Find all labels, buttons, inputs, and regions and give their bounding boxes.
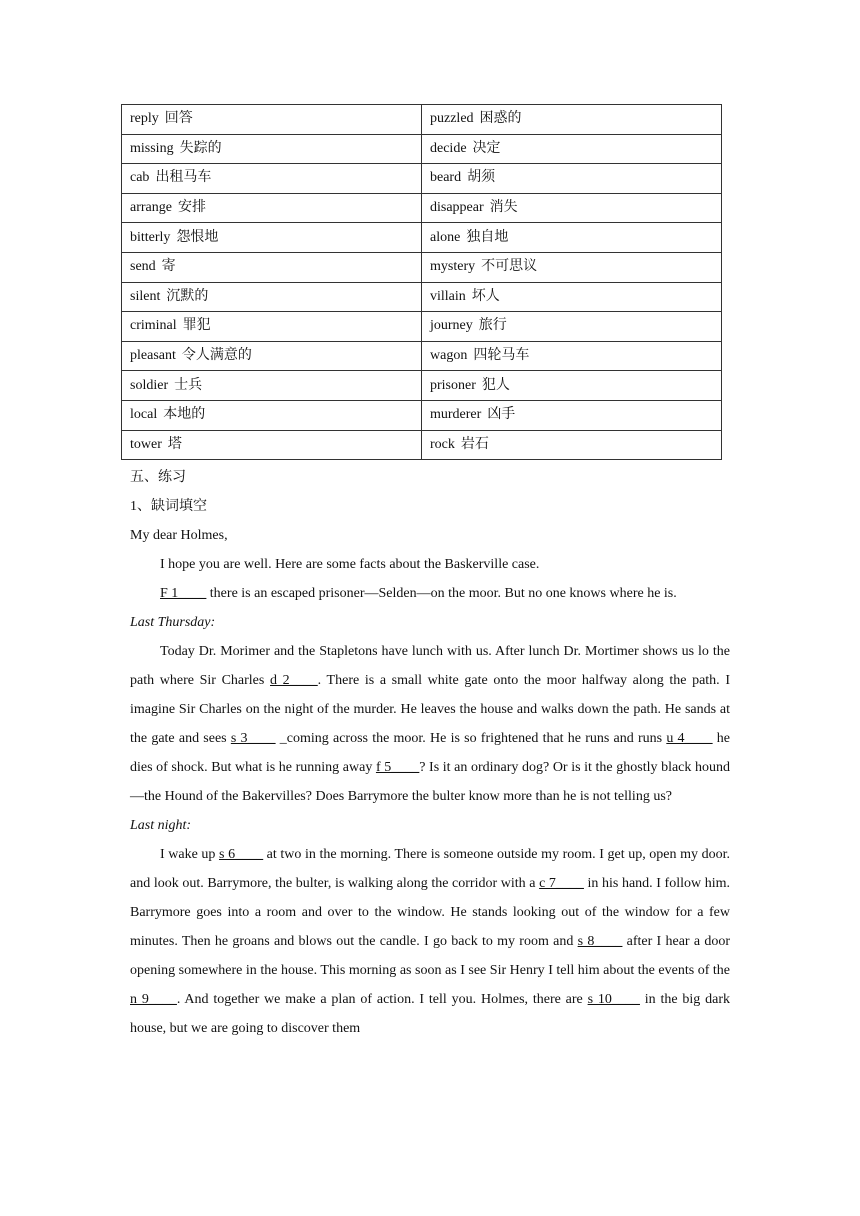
english-word: missing [130, 140, 174, 156]
english-word: send [130, 259, 156, 275]
exercise-section [130, 463, 730, 1043]
vocabulary-row [122, 430, 722, 460]
vocabulary-cell-left [122, 193, 422, 223]
blank-7: c 7____ [539, 876, 584, 891]
paragraph-text: I wake up [160, 847, 220, 862]
paragraph-text: ? Is it an ordinary dog? Or is it the ghostly black hound—the Hound of the Bakervilles? Does Barrymore the bulter know more than he is not telling us? [130, 760, 731, 804]
english-word: criminal [130, 318, 177, 334]
paragraph-text: after I hear a door opening somewhere in the house. This morning as soon as I see Sir Henry I tell him about the events of the [130, 934, 731, 978]
english-word: bitterly [130, 229, 171, 245]
english-word: arrange [130, 200, 172, 216]
english-word: silent [130, 288, 161, 304]
vocabulary-cell-right [422, 400, 722, 430]
vocabulary-cell-right [422, 252, 722, 282]
vocabulary-row [122, 105, 722, 135]
blank-10: s 10____ [587, 992, 640, 1007]
chinese-meaning: 决定 [472, 140, 501, 156]
english-word: prisoner [430, 377, 476, 393]
letter-salutation: My dear Holmes, [130, 528, 228, 543]
chinese-meaning: 令人满意的 [181, 348, 252, 364]
blank-2: d 2____ [270, 673, 318, 688]
vocabulary-row [122, 400, 722, 430]
english-word: murderer [430, 407, 482, 423]
vocabulary-table-body [122, 105, 722, 460]
vocabulary-row [122, 164, 722, 194]
chinese-meaning: 困惑的 [479, 111, 522, 127]
chinese-meaning: 不可思议 [481, 259, 538, 275]
chinese-meaning: 沉默的 [166, 288, 209, 304]
blank-5: f 5____ [375, 760, 420, 775]
chinese-meaning: 犯人 [481, 377, 510, 393]
letter-paragraph-2 [130, 637, 730, 811]
paragraph-text: there is an escaped prisoner—Selden—on the moor. But no one knows where he is. [206, 586, 677, 601]
paragraph-text: at two in the morning. There is someone outside my room. I get up, open my door. and look out. Barrymore, the bulter, is walking along the corridor with a [130, 847, 731, 891]
vocabulary-row [122, 134, 722, 164]
vocabulary-row [122, 341, 722, 371]
section-heading: 五、练习 [130, 470, 186, 485]
chinese-meaning: 塔 [167, 436, 182, 452]
vocabulary-cell-right [422, 371, 722, 401]
paragraph-text: . There is a small white gate onto the moor halfway along the path. I imagine Sir Charles on the night of the murder. He leaves the house and walks down the path. He sands at the gate and sees [130, 673, 730, 746]
vocabulary-row [122, 252, 722, 282]
blank-6: s 6____ [219, 847, 264, 862]
english-word: alone [430, 229, 461, 245]
chinese-meaning: 安排 [177, 200, 206, 216]
english-word: puzzled [430, 111, 474, 127]
vocabulary-cell-right [422, 105, 722, 135]
vocabulary-row [122, 223, 722, 253]
blank-8: s 8____ [577, 934, 623, 949]
english-word: journey [430, 318, 473, 334]
vocabulary-cell-left [122, 164, 422, 194]
chinese-meaning: 岩石 [460, 436, 489, 452]
vocabulary-cell-right [422, 134, 722, 164]
paragraph-text: . And together we make a plan of action. I tell you. Holmes, there are [176, 992, 588, 1007]
english-word: local [130, 407, 158, 423]
vocabulary-cell-right [422, 223, 722, 253]
blank-3: s 3____ [230, 731, 276, 746]
english-word: tower [130, 436, 162, 452]
letter-heading-last-thursday: Last Thursday: [130, 615, 216, 630]
paragraph-text: in his hand. I follow him. Barrymore goes into a room and over to the window. He stands looking out of the window for a few minutes. Then he groans and blows out the candle. I go back to my room and [130, 876, 730, 949]
chinese-meaning: 坏人 [471, 288, 500, 304]
blank-9: n 9____ [130, 992, 177, 1007]
vocabulary-cell-right [422, 341, 722, 371]
vocabulary-cell-left [122, 371, 422, 401]
paragraph-text: he dies of shock. But what is he running away [130, 731, 731, 775]
english-word: beard [430, 170, 462, 186]
vocabulary-cell-left [122, 400, 422, 430]
vocabulary-cell-right [422, 193, 722, 223]
vocabulary-row [122, 193, 722, 223]
chinese-meaning: 凶手 [487, 407, 516, 423]
english-word: mystery [430, 259, 476, 275]
english-word: pleasant [130, 348, 176, 364]
vocabulary-cell-left [122, 105, 422, 135]
chinese-meaning: 独自地 [466, 229, 509, 245]
chinese-meaning: 四轮马车 [473, 348, 530, 364]
english-word: rock [430, 436, 455, 452]
letter-paragraph-1 [130, 579, 730, 608]
letter-paragraph-3 [130, 840, 730, 1043]
chinese-meaning: 失踪的 [179, 140, 222, 156]
paragraph-text: in the big dark house, but we are going to discover them [130, 992, 731, 1036]
vocabulary-cell-right [422, 164, 722, 194]
vocabulary-cell-left [122, 282, 422, 312]
paragraph-text: Today Dr. Morimer and the Stapletons have lunch with us. After lunch Dr. Mortimer shows us lo the path where Sir Charles [130, 644, 730, 688]
vocabulary-row [122, 312, 722, 342]
vocabulary-cell-right [422, 282, 722, 312]
chinese-meaning: 寄 [161, 259, 176, 275]
chinese-meaning: 旅行 [478, 318, 507, 334]
chinese-meaning: 回答 [164, 111, 193, 127]
blank-1: F 1____ [160, 586, 207, 601]
english-word: soldier [130, 377, 169, 393]
paragraph-text: _coming across the moor. He is so frightened that he runs and runs [275, 731, 667, 746]
chinese-meaning: 胡须 [467, 170, 496, 186]
chinese-meaning: 怨恨地 [176, 229, 219, 245]
vocabulary-row [122, 282, 722, 312]
english-word: disappear [430, 200, 484, 216]
chinese-meaning: 本地的 [163, 407, 206, 423]
letter-intro: I hope you are well. Here are some facts about the Baskerville case. [160, 557, 540, 572]
vocabulary-table [121, 104, 722, 460]
vocabulary-cell-left [122, 134, 422, 164]
chinese-meaning: 消失 [489, 200, 518, 216]
vocabulary-cell-right [422, 312, 722, 342]
exercise-title: 1、缺词填空 [130, 499, 207, 514]
chinese-meaning: 罪犯 [182, 318, 211, 334]
vocabulary-cell-left [122, 223, 422, 253]
blank-4: u 4____ [666, 731, 713, 746]
vocabulary-cell-left [122, 252, 422, 282]
vocabulary-cell-left [122, 430, 422, 460]
english-word: wagon [430, 348, 468, 364]
english-word: decide [430, 140, 467, 156]
vocabulary-cell-left [122, 341, 422, 371]
vocabulary-cell-right [422, 430, 722, 460]
chinese-meaning: 士兵 [174, 377, 203, 393]
vocabulary-cell-left [122, 312, 422, 342]
english-word: villain [430, 288, 466, 304]
chinese-meaning: 出租马车 [155, 170, 212, 186]
english-word: reply [130, 111, 159, 127]
english-word: cab [130, 170, 150, 186]
letter-heading-last-night: Last night: [130, 818, 192, 833]
vocabulary-row [122, 371, 722, 401]
